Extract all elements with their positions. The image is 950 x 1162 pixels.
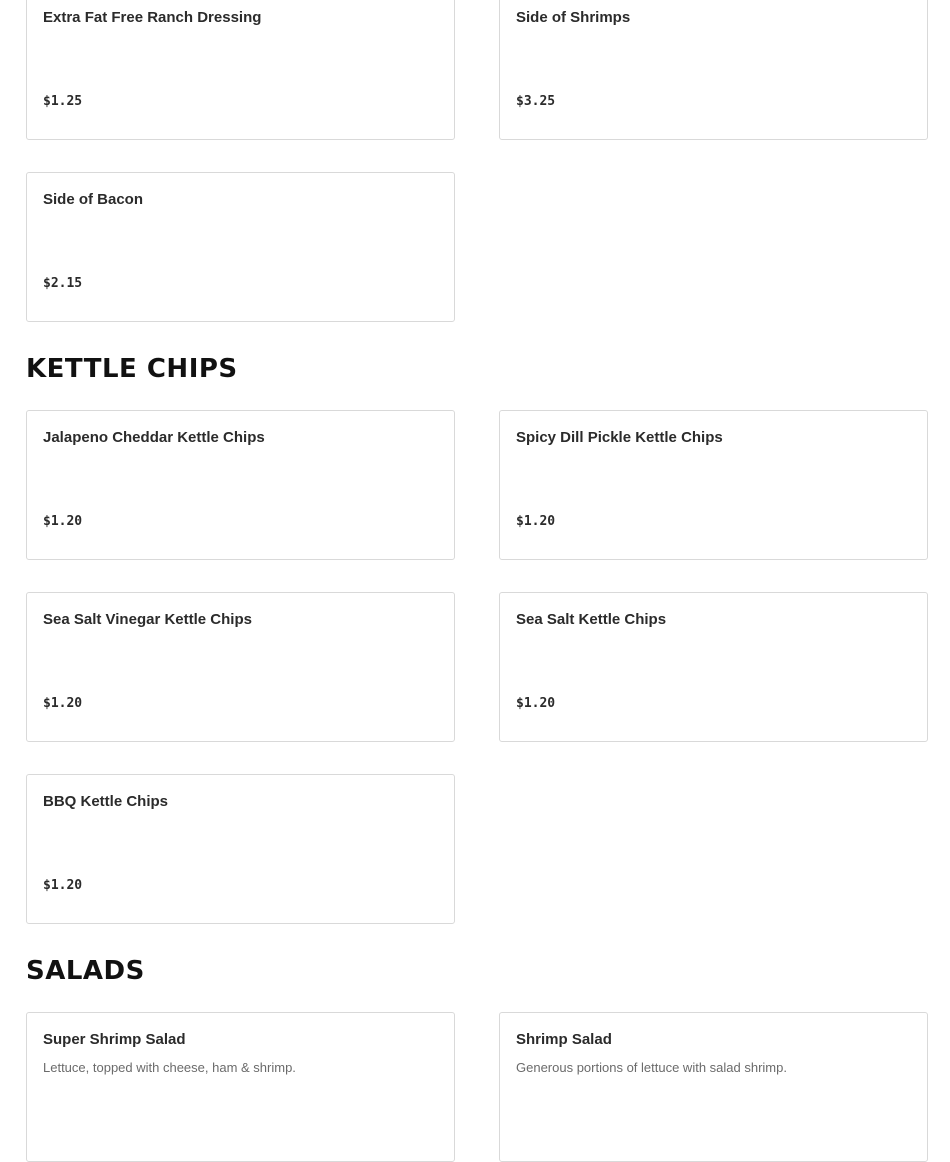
menu-item-card[interactable] [26, 774, 455, 924]
menu-item-card[interactable] [499, 410, 928, 560]
item-description: Lettuce, topped with cheese, ham & shrimp. [43, 1060, 296, 1075]
item-name: BBQ Kettle Chips [43, 793, 169, 810]
item-name: Side of Shrimps [516, 9, 631, 26]
item-name: Jalapeno Cheddar Kettle Chips [43, 429, 265, 446]
item-price: $1.20 [43, 514, 83, 529]
section-title-kettle-chips: KETTLE CHIPS [26, 354, 238, 384]
menu-item-card[interactable] [26, 592, 455, 742]
menu-item-card[interactable] [26, 1012, 455, 1162]
item-price: $2.15 [43, 276, 83, 291]
item-name: Extra Fat Free Ranch Dressing [43, 9, 262, 26]
item-name: Sea Salt Vinegar Kettle Chips [43, 611, 252, 628]
menu-item-card[interactable] [26, 0, 455, 140]
menu-item-card[interactable] [499, 1012, 928, 1162]
item-price: $1.20 [43, 878, 83, 893]
item-price: $1.20 [516, 514, 556, 529]
menu-item-card[interactable] [26, 172, 455, 322]
menu-item-card[interactable] [26, 410, 455, 560]
item-price: $1.20 [516, 696, 556, 711]
item-price: $3.25 [516, 94, 556, 109]
item-name: Spicy Dill Pickle Kettle Chips [516, 429, 723, 446]
menu-item-card[interactable] [499, 592, 928, 742]
item-name: Side of Bacon [43, 191, 144, 208]
item-name: Sea Salt Kettle Chips [516, 611, 667, 628]
item-price: $1.25 [43, 94, 83, 109]
item-description: Generous portions of lettuce with salad shrimp. [516, 1060, 787, 1075]
item-price: $1.20 [43, 696, 83, 711]
item-name: Super Shrimp Salad [43, 1031, 186, 1048]
menu-item-card[interactable] [499, 0, 928, 140]
item-name: Shrimp Salad [516, 1031, 612, 1048]
section-title-salads: SALADS [26, 956, 145, 986]
